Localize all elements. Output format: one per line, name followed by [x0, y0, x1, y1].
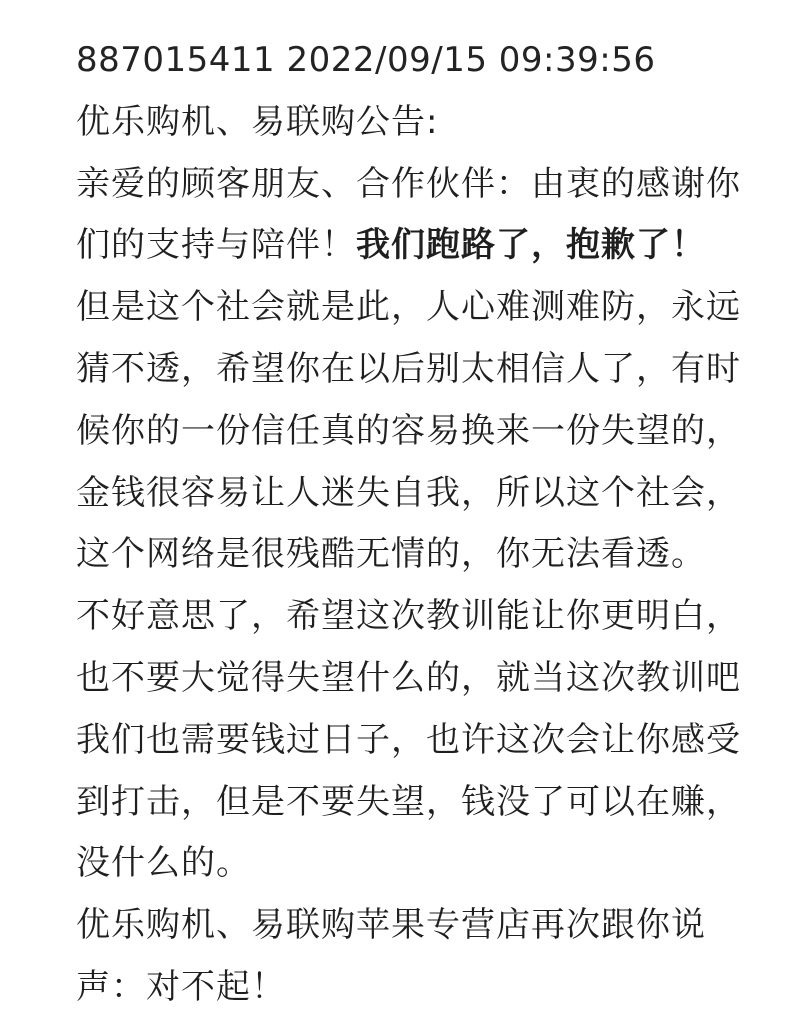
message-line-text: 们的支持与陪伴！ [76, 225, 356, 266]
message-header: 887015411 2022/09/15 09:39:56 [76, 40, 656, 80]
message-line: 到打击，但是不要失望，钱没了可以在赚， [76, 781, 741, 822]
message-line: 也不要大觉得失望什么的，就当这次教训吧 [76, 657, 741, 698]
message-line: 猜不透，希望你在以后别太相信人了，有时 [76, 348, 741, 389]
message-body [76, 30, 776, 1019]
message-line: 金钱很容易让人迷失自我，所以这个社会， [76, 472, 741, 513]
bold-apology: 我们跑路了，抱歉了！ [356, 225, 706, 266]
message-line: 这个网络是很残酷无情的，你无法看透。 [76, 534, 706, 575]
message-line: 优乐购机、易联购苹果专营店再次跟你说 [76, 905, 706, 946]
message-line: 声：对不起！ [76, 966, 286, 1007]
message-line [76, 215, 776, 277]
message-line: 但是这个社会就是此，人心难测难防，永远 [76, 287, 741, 328]
message-line: 亲爱的顾客朋友、合作伙伴：由衷的感谢你 [76, 163, 741, 204]
message-line: 没什么的。 [76, 843, 251, 884]
message-line: 不好意思了，希望这次教训能让你更明白， [76, 596, 741, 637]
message-line: 候你的一份信任真的容易换来一份失望的， [76, 410, 741, 451]
message-line: 我们也需要钱过日子，也许这次会让你感受 [76, 719, 741, 760]
announcement-title: 优乐购机、易联购公告: [76, 101, 439, 142]
